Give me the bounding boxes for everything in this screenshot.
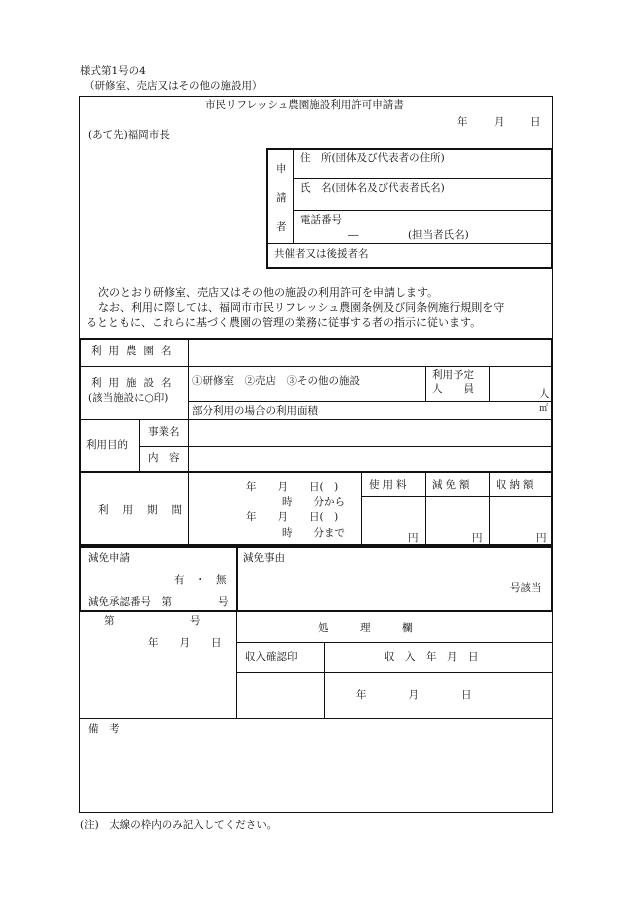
phone-dash: ― xyxy=(348,229,359,241)
reduction-yen: 円 xyxy=(472,532,483,544)
fee-label: 使用料 xyxy=(369,479,410,491)
facility-options: ①研修室 ②売店 ③その他の施設 xyxy=(192,375,360,387)
form-number: 様式第1号の4 xyxy=(80,65,146,77)
partial-area-label: 部分利用の場合の利用面積 xyxy=(192,405,318,417)
footer-note: (注) 太線の枠内のみ記入してください。 xyxy=(80,819,278,831)
contact-label: (担当者氏名) xyxy=(408,229,469,241)
remarks-label: 備 考 xyxy=(88,723,120,735)
reduction-amount-label: 減免額 xyxy=(432,479,473,491)
collected-yen: 円 xyxy=(536,532,547,544)
address-label: 住 所(団体及び代表者の住所) xyxy=(300,152,445,164)
processing-no-prefix: 第 xyxy=(104,615,115,627)
period-label: 利用期間 xyxy=(98,504,196,516)
addressee: (あて先)福岡市長 xyxy=(88,129,170,141)
intro-line-2: なお、利用に際しては、福岡市市民リフレッシュ農園条例及び同条例施行規則を守 xyxy=(98,301,505,314)
date-month: 月 xyxy=(494,116,505,128)
farm-label: 利用農園名 xyxy=(91,345,179,357)
business-label: 事業名 xyxy=(148,426,180,438)
intro-line-1: 次のとおり研修室、売店又はその他の施設の利用許可を申請します。 xyxy=(98,286,439,299)
processing-no-suffix: 号 xyxy=(190,615,201,627)
area-unit: ㎡ xyxy=(539,404,549,414)
applicant-side-2: 請 xyxy=(276,192,287,204)
form-subtitle: （研修室、売店又はその他の施設用） xyxy=(84,80,263,92)
reduction-yes-no: 有 ・ 無 xyxy=(174,574,227,586)
reduction-reason-label: 減免事由 xyxy=(243,552,285,564)
form-title: 市民リフレッシュ農園施設利用許可申請書 xyxy=(205,99,404,111)
reduction-request-label: 減免申請 xyxy=(88,552,130,564)
purpose-label: 利用目的 xyxy=(86,439,128,451)
sponsor-label: 共催者又は後援者名 xyxy=(274,248,369,260)
processing-bottom-date: 年 月 日 xyxy=(356,689,472,701)
period-from-time: 時 分から xyxy=(282,496,345,508)
applicant-side-3: 者 xyxy=(276,221,287,233)
processing-header: 処 理 欄 xyxy=(318,622,413,634)
date-day: 日 xyxy=(530,116,541,128)
people-label-2: 人 員 xyxy=(432,383,474,395)
phone-label: 電話番号 xyxy=(300,214,342,226)
reduction-clause-label: 号該当 xyxy=(510,582,542,594)
reduction-approval-no: 号 xyxy=(218,596,229,608)
collected-amount-label: 収納額 xyxy=(496,479,537,491)
reduction-approval-label: 減免承認番号 第 xyxy=(88,596,172,608)
period-from-date: 年 月 日( ) xyxy=(246,481,339,493)
processing-date: 年 月 日 xyxy=(148,637,222,649)
date-year: 年 xyxy=(457,116,468,128)
intro-line-3: るとともに、これらに基づく農園の管理の業務に従事する者の指示に従います。 xyxy=(86,316,482,329)
facility-label: 利用施設名 xyxy=(91,377,179,389)
applicant-side-1: 申 xyxy=(276,163,287,175)
period-to-time: 時 分まで xyxy=(282,527,345,539)
facility-note: (該当施設に○印) xyxy=(88,392,169,404)
content-label: 内 容 xyxy=(148,452,180,464)
receipt-seal-label: 収入確認印 xyxy=(245,651,298,663)
people-label-1: 利用予定 xyxy=(432,369,474,381)
receipt-date-label: 収 入 年 月 日 xyxy=(384,651,479,663)
fee-yen: 円 xyxy=(408,532,419,544)
name-label: 氏 名(団体名及び代表者氏名) xyxy=(300,182,445,194)
people-unit: 人 xyxy=(539,388,550,400)
period-to-date: 年 月 日( ) xyxy=(246,511,339,523)
